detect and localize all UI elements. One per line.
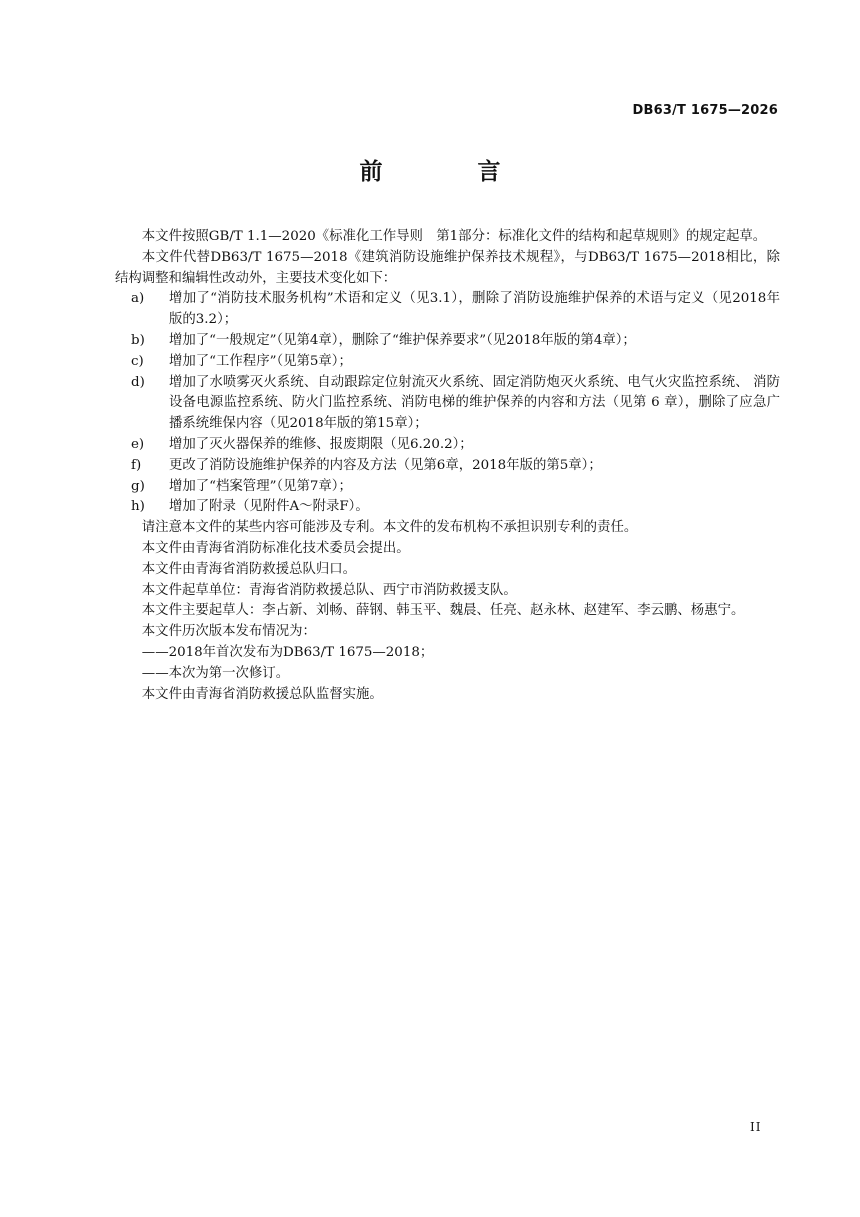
list-marker: e) [131,436,145,452]
list-item-text: 更改了消防设施维护保养的内容及方法（见第6章，2018年版的第5章）； [169,457,602,473]
intro-paragraph: 本文件按照GB/T 1.1—2020《标准化工作导则 第1部分：标准化文件的结构和起草规则》的规定起草。 [141,229,767,244]
foreword-body [115,227,780,705]
list-item-text: 增加了“一般规定”（见第4章），删除了“维护保养要求”（见2018年版的第4章）； [169,332,636,348]
list-item [115,289,780,331]
list-item-text: 增加了水喷雾灭火系统、自动跟踪定位射流灭火系统、固定消防炮灭火系统、电气火灾监控系统、 消防设备电源监控系统、防火门监控系统、消防电梯的维护保养的内容和方法（见第 6 章），删除了应急广播系统维保内容（见2018年版的第15章）； [169,374,780,432]
list-marker: g) [131,478,145,494]
list-item [115,352,780,373]
administrator-statement: 本文件由青海省消防救援总队归口。 [141,561,357,577]
list-item [115,435,780,456]
changes-list [115,289,780,518]
drafters: 本文件主要起草人：李占新、刘畅、薛钢、韩玉平、魏晨、任亮、赵永林、赵建军、李云鹏、杨惠宁。 [141,603,745,619]
list-marker: d) [131,374,145,390]
list-item-text: 增加了“档案管理”（见第7章）； [169,478,352,494]
page-number: II [750,1120,762,1134]
list-item-text: 增加了“消防技术服务机构”术语和定义（见3.1），删除了消防设施维护保养的术语与定义（见2018年版的3.2）； [169,291,780,328]
list-item-text: 增加了灭火器保养的维修、报废期限（见6.20.2）； [169,436,473,452]
drafting-units: 本文件起草单位：青海省消防救援总队、西宁市消防救援支队。 [141,582,517,598]
list-item [115,497,780,518]
document-number: DB63/T 1675—2026 [632,103,778,118]
version-history-item: ——本次为第一次修订。 [141,665,290,681]
list-marker: h) [131,499,145,515]
list-marker: a) [131,291,145,307]
list-marker: b) [131,332,145,348]
list-marker: f) [131,457,142,473]
list-item-text: 增加了“工作程序”（见第5章）； [169,353,352,369]
list-item [115,456,780,477]
list-item [115,477,780,498]
list-marker: c) [131,353,144,369]
patent-notice: 请注意本文件的某些内容可能涉及专利。本文件的发布机构不承担识别专利的责任。 [141,520,638,536]
list-item [115,331,780,352]
intro-paragraph: 本文件代替DB63/T 1675—2018《建筑消防设施维护保养技术规程》，与DB63/T 1675—2018相比，除结构调整和编辑性改动外，主要技术变化如下： [115,249,780,286]
supervision-statement: 本文件由青海省消防救援总队监督实施。 [141,686,383,702]
list-item-text: 增加了附录（见附件A～附录F）。 [169,499,369,515]
proposer-statement: 本文件由青海省消防标准化技术委员会提出。 [141,540,410,556]
version-history-item: ——2018年首次发布为DB63/T 1675—2018； [141,644,434,660]
list-item [115,373,780,435]
version-history-heading: 本文件历次版本发布情况为： [141,624,316,640]
page-title: 前 言 [359,159,537,185]
